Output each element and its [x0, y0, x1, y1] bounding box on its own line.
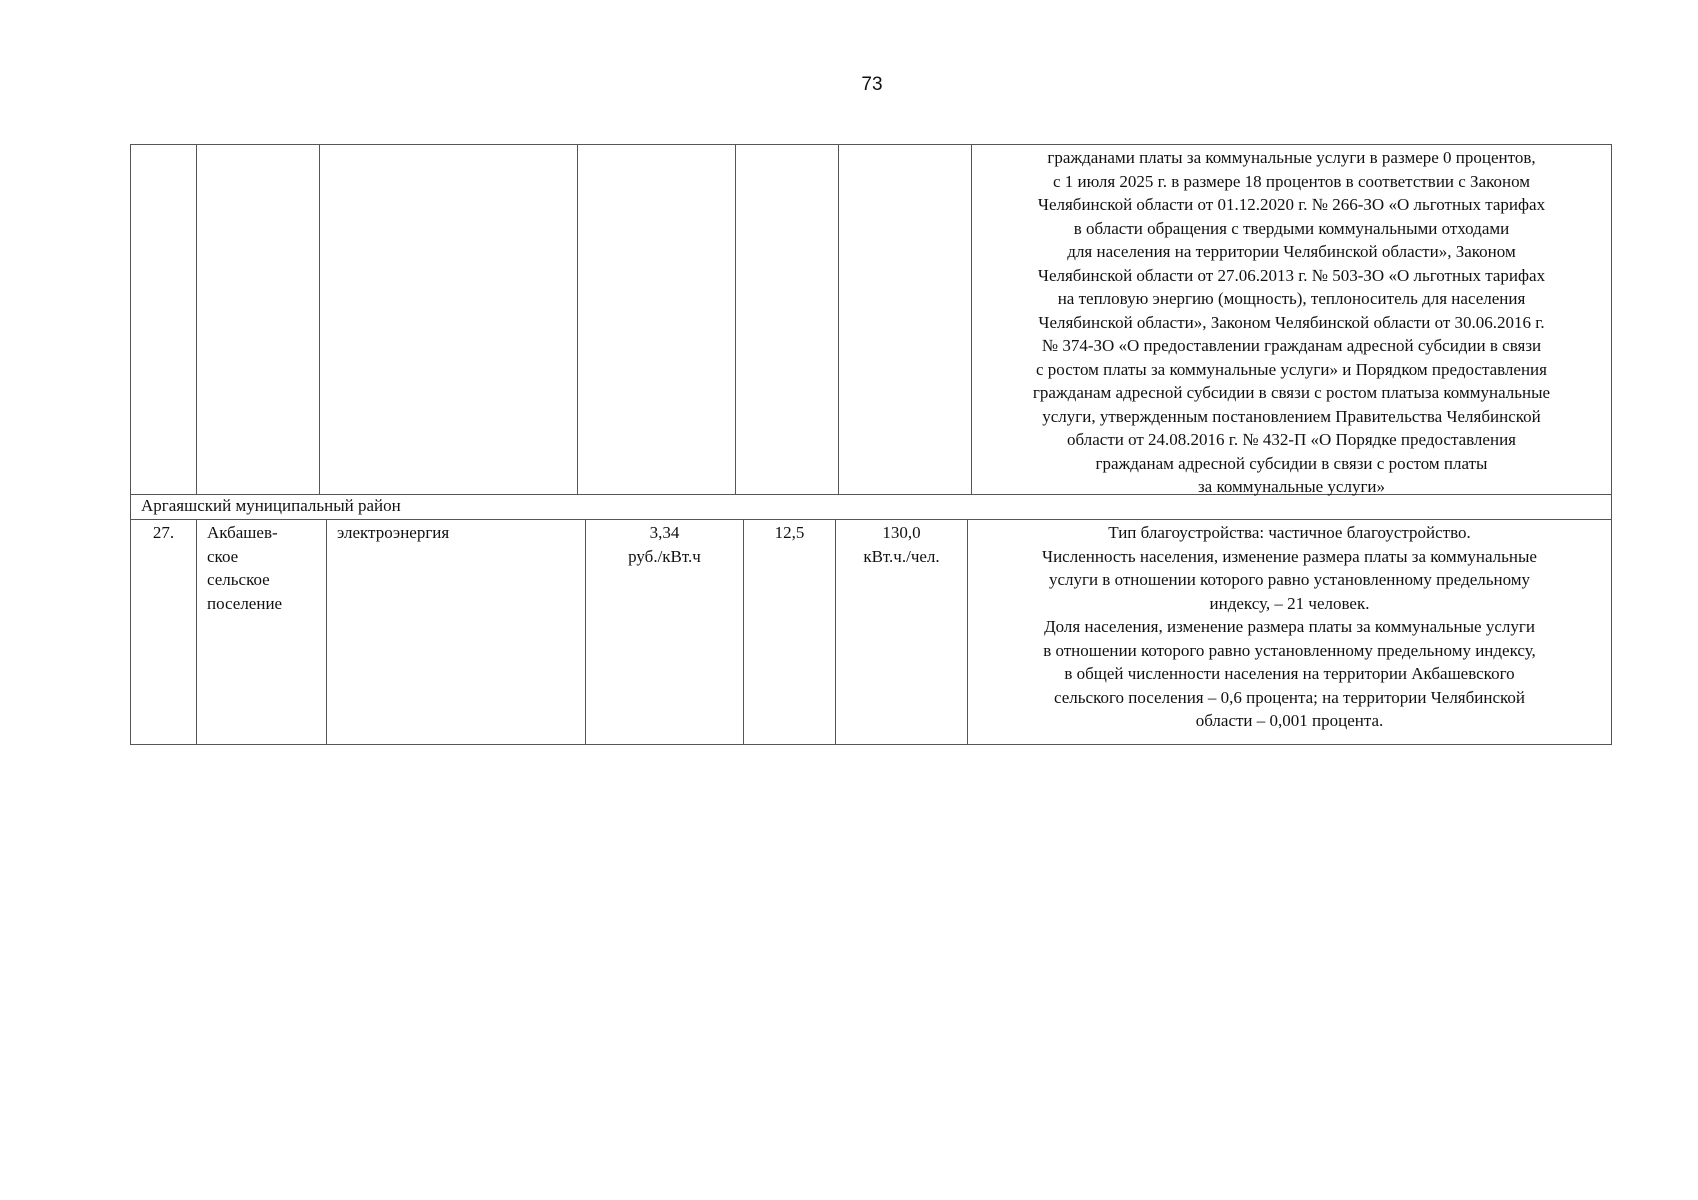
- cell-index: [736, 145, 839, 494]
- cell-index: 12,5: [744, 520, 836, 744]
- cell-note: гражданами платы за коммунальные услуги в размере 0 процентов, с 1 июля 2025 г. в размере 18 процентов в соответствии с Законом Челябинской области от 01.12.2020 г. № 266-ЗО «О льготных тарифах в области обращения с твердыми коммунальными отходами для населения на территории Челябинской области», Законом Челябинской области от 27.06.2013 г. № 503-ЗО «О льготных тарифах на тепловую энергию (мощность), теплоноситель для населения Челябинской области», Законом Челябинской области от 30.06.2016 г. № 374-ЗО «О предоставлении гражданам адресной субсидии в связи с ростом платы за коммунальные услуги» и Порядком предоставления гражданам адресной субсидии в связи с ростом платыза коммунальные услуги, утвержденным постановлением Правительства Челябинской области от 24.08.2016 г. № 432-П «О Порядке предоставления гражданам адресной субсидии в связи с ростом платы за коммунальные услуги»: [1032, 148, 1551, 496]
- cell-number: [131, 145, 197, 494]
- cell-tariff: 3,34 руб./кВт.ч: [586, 520, 744, 744]
- table-row-continued: [130, 144, 1612, 495]
- cell-service: электроэнергия: [327, 520, 586, 744]
- section-title-row: Аргаяшский муниципальный район: [130, 495, 1612, 520]
- cell-norm: 130,0 кВт.ч./чел.: [836, 520, 968, 744]
- cell-tariff: [578, 145, 736, 494]
- cell-settlement: Акбашев- ское сельское поселение: [197, 520, 327, 744]
- cell-number: 27.: [131, 520, 197, 744]
- cell-note: Тип благоустройства: частичное благоустройство. Численность населения, изменение размера платы за коммунальные услуги в отношении которого равно установленному предельному индексу, – 21 человек. Доля населения, изменение размера платы за коммунальные услуги в отношении которого равно установленному предельному индексу, в общей численности населения на территории Акбашевского сельского поселения – 0,6 процента; на территории Челябинской области – 0,001 процента.: [1042, 523, 1537, 730]
- cell-norm: [839, 145, 972, 494]
- cell-settlement: [197, 145, 320, 494]
- table-row: [130, 520, 1612, 745]
- cell-service: [320, 145, 578, 494]
- tariff-table: [130, 144, 1612, 745]
- page-number: 73: [861, 74, 883, 95]
